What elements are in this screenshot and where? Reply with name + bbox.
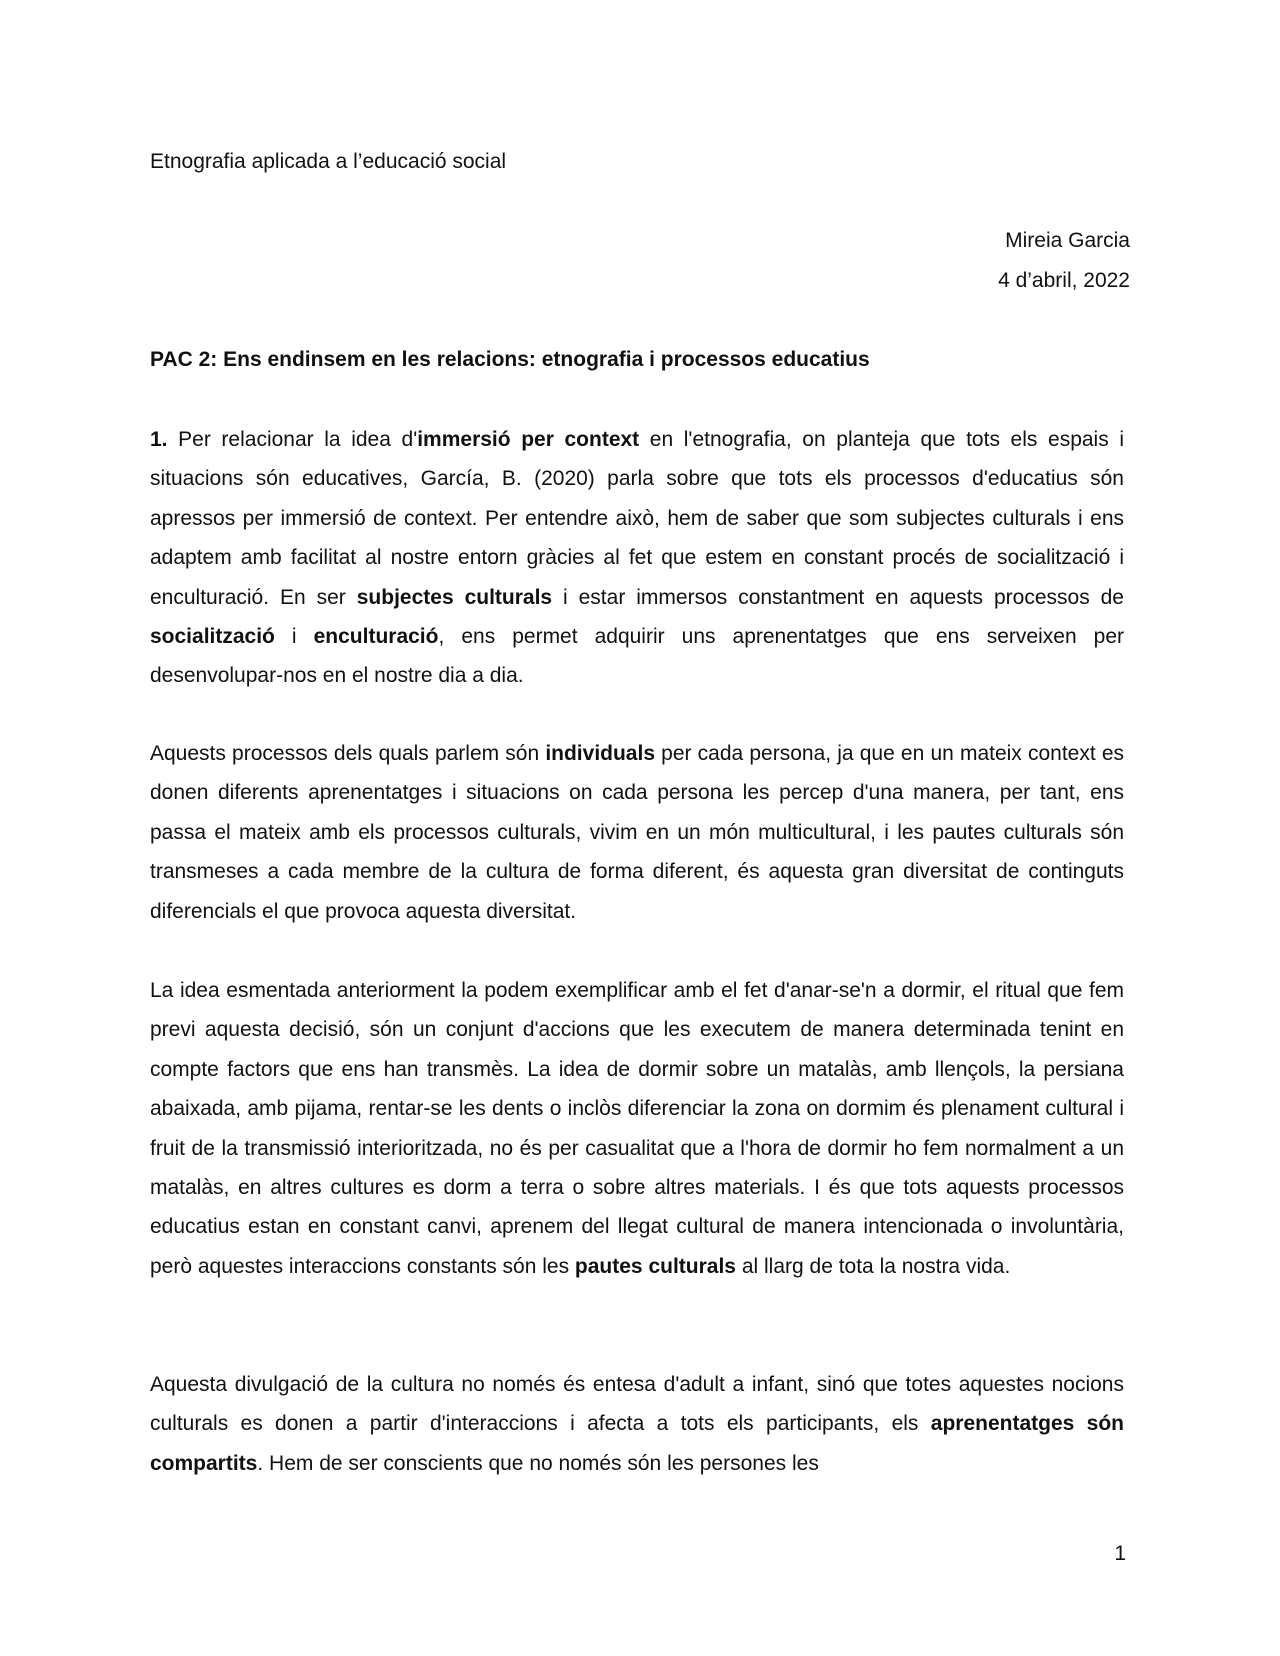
bold-term: subjectes culturals xyxy=(356,585,553,609)
document-date: 4 d’abril, 2022 xyxy=(998,269,1130,292)
bold-term: aprenentatges són compartits xyxy=(150,1412,1125,1475)
paragraph-1 xyxy=(150,420,1124,696)
paragraph-text: per cada persona, ja que en un mateix context es donen diferents aprenentatges i situacions on cada persona les percep d'una manera, per tant, ens passa el mateix amb els processos culturals, vivim en un món multicultural, i les pautes culturals són transmeses a cada membre de la cultura de forma diferent, és aquesta gran diversitat de continguts diferencials el que provoca aquesta diversitat. xyxy=(150,742,1125,923)
paragraph-text: , ens permet adquirir uns aprenentatges que ens serveixen per desenvolupar-nos en el nostre dia a dia. xyxy=(150,625,1124,688)
bold-term: socialització xyxy=(150,625,275,649)
paragraph-text: Per relacionar la idea d' xyxy=(167,428,418,451)
paragraph-text: al llarg de tota la nostra vida. xyxy=(735,1254,1011,1278)
bold-term: immersió per context xyxy=(417,428,640,451)
page-number: 1 xyxy=(1114,1542,1126,1565)
paragraph-2 xyxy=(150,734,1124,931)
paragraph-text: Aquests processos dels quals parlem són xyxy=(150,742,546,765)
bold-term: individuals xyxy=(545,742,655,765)
paragraph-3 xyxy=(150,971,1124,1286)
paragraph-text: Aquesta divulgació de la cultura no només és entesa d'adult a infant, sinó que totes aquestes nocions culturals es donen a partir d'interaccions i afecta a tots els participants, els xyxy=(150,1373,1124,1436)
paragraph-4 xyxy=(150,1365,1124,1483)
paragraph-text: i estar immersos constantment en aquests processos de xyxy=(552,585,1124,609)
paragraph-text: i xyxy=(274,625,314,649)
author-name: Mireia Garcia xyxy=(1005,229,1130,252)
paragraph-text: . Hem de ser conscients que no només són les persones les xyxy=(257,1451,819,1475)
question-number: 1. xyxy=(150,428,168,451)
paragraph-text: La idea esmentada anteriorment la podem exemplificar amb el fet d'anar-se'n a dormir, el ritual que fem previ aquesta decisió, són un conjunt d'accions que les executem de manera determinada tenint en compte factors que ens han transmès. La idea de dormir sobre un matalàs, amb llençols, la persiana abaixada, amb pijama, rentar-se les dents o inclòs diferenciar la zona on dormim és plenament cultural i fruit de la transmissió interioritzada, no és per casualitat que a l'hora de dormir ho fem normalment a un matalàs, en altres cultures es dorm a terra o sobre altres materials. I és que tots aquests processos educatius estan en constant canvi, aprenem del llegat cultural de manera intencionada o involuntària, però aquestes interaccions constants són les xyxy=(150,979,1124,1278)
assignment-title: PAC 2: Ens endinsem en les relacions: etnografia i processos educatius xyxy=(150,348,870,371)
bold-term: enculturació xyxy=(313,625,439,649)
course-name: Etnografia aplicada a l’educació social xyxy=(150,150,507,173)
bold-term: pautes culturals xyxy=(574,1254,736,1278)
paragraph-text: en l'etnografia, on planteja que tots els espais i situacions són educatives, García, B. (2020) parla sobre que tots els processos d'educatius són apressos per immersió de context. Per entendre això, hem de saber que som subjectes culturals i ens adaptem amb facilitat al nostre entorn gràcies al fet que estem en constant procés de socialització i enculturació. En ser xyxy=(150,428,1124,609)
